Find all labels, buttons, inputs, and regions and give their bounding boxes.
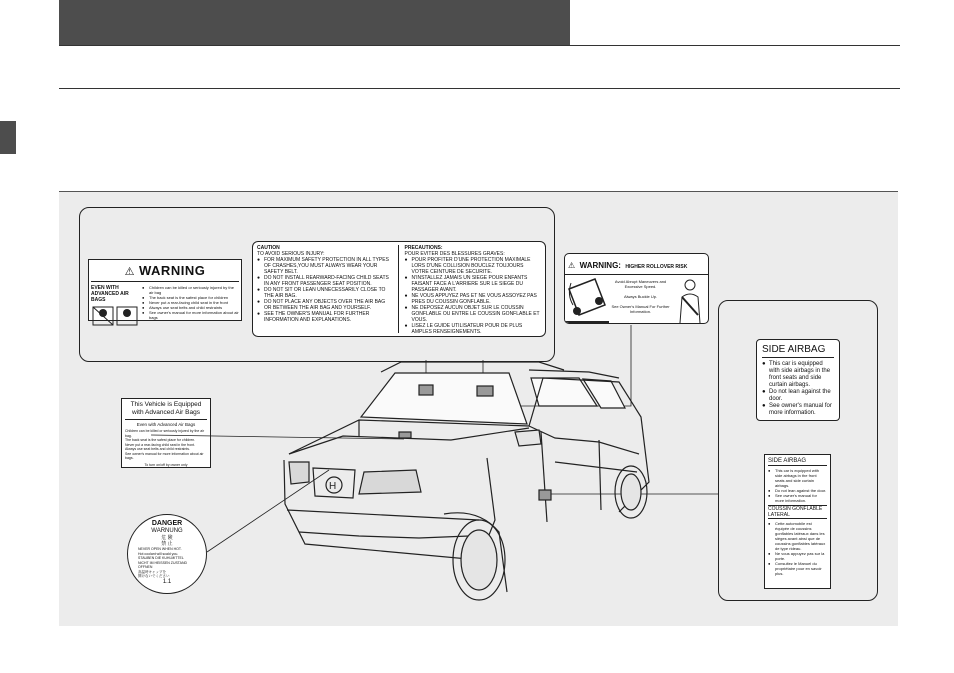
danger-jp-line: 開けないでください <box>138 574 170 578</box>
side-airbag-line: ● This car is equipped with side airbags in the front seats and side curtain airbags. <box>762 361 834 389</box>
side-airbag-small-title: SIDE AIRBAG <box>768 458 827 466</box>
danger-footer: 1.1 <box>162 578 172 585</box>
label-locations-figure <box>59 191 898 626</box>
side-airbag-label <box>756 339 840 421</box>
danger-kanji: 危 険 <box>161 535 173 541</box>
side-airbag-line: ● Do not lean against the door. <box>762 389 834 403</box>
caution-line: ● DO NOT SIT OR LEAN UNNECESSARILY CLOSE TO THE AIR BAG. <box>257 287 394 299</box>
sunvisor-line: The back seat is the safest place for children. <box>125 438 196 442</box>
danger-line: Hot coolant will scald you. <box>138 551 179 556</box>
warning-line: ● See owner's manual for more information about air bags <box>142 310 239 320</box>
sunvisor-subtitle: Even with Advanced Air Bags <box>136 422 196 427</box>
danger-title: DANGER <box>151 520 183 527</box>
sunvisor-line: See owner's manual for more information about air bags. <box>125 451 204 460</box>
precautions-line: ● N'INSTALLEZ JAMAIS UN SIEGE POUR ENFANTS FAISANT FACE A L'ARRIERE SUR LE SIEGE DU PASSAGER AVANT. <box>405 275 542 293</box>
warning-subtitle: EVEN WITH ADVANCED AIR BAGS <box>91 285 129 303</box>
rollover-subtitle: HIGHER ROLLOVER RISK <box>625 264 688 270</box>
precautions-line: POUR EVITER DES BLESSURES GRAVES: <box>404 251 505 257</box>
header-bar <box>59 0 570 45</box>
sunvisor-airbag-label <box>121 398 211 468</box>
side-airbag-small-fr-line: ● Cette automobile est équipée de coussins gonflables latéraux dans les sièges avant ainsi que de coussins gonflables latéraux de type rideau. <box>768 521 827 551</box>
warning-triangle-icon: ⚠ <box>568 261 576 270</box>
danger-kanji: 禁 止 <box>161 541 173 547</box>
side-airbag-line: ● See owner's manual for more information. <box>762 403 834 417</box>
side-airbag-small-line: ● Do not lean against the door. <box>768 488 827 493</box>
warning-triangle-icon: ⚠ <box>124 266 135 278</box>
rollover-line: Always Buckle Up. <box>623 294 658 299</box>
sunvisor-footer: To turn on/off by owner only <box>144 462 188 467</box>
seatbelt-icon <box>672 275 708 324</box>
rollover-vehicle-icon <box>565 275 609 324</box>
caution-line: ● DO NOT INSTALL REARWARD-FACING CHILD SEATS IN ANY FRONT PASSENGER SEAT POSITION. <box>257 275 394 287</box>
precautions-line: ● LISEZ LE GUIDE UTILISATEUR POUR DE PLUS AMPLES RENSEIGNEMENTS. <box>405 323 542 335</box>
danger-subtitle: WARNUNG <box>151 528 183 534</box>
precautions-line: ● POUR PROFITER D'UNE PROTECTION MAXIMALE LORS D'UNE COLLISION BOUCLEZ TOUJOURS VOTRE CEINTURE DE SECURITE. <box>405 257 542 275</box>
dashboard-labels-panel <box>79 207 555 362</box>
caution-line: TO AVOID SERIOUS INJURY: <box>257 251 325 257</box>
airbag-warning-label <box>88 259 242 321</box>
side-airbag-title: SIDE AIRBAG <box>762 344 834 358</box>
danger-line: NEVER OPEN WHEN HOT. <box>138 547 182 551</box>
radiator-cap-danger-label <box>127 514 207 594</box>
rollover-title: WARNING: <box>579 261 621 270</box>
warning-line: ● Children can be killed or seriously injured by the air bag <box>142 285 239 295</box>
danger-jp-line: 高温時キャップを <box>138 569 166 574</box>
header-rule <box>59 45 900 46</box>
precautions-line: ● NE VOUS APPUYEZ PAS ET NE VOUS ASSOYEZ PAS PRES DU COUSSIN GONFLABLE. <box>405 293 542 305</box>
danger-line: NICHT IM HEISSEN ZUSTAND OFFNEN <box>138 560 188 569</box>
side-airbag-small-fr-line: ● Ne vous appuyez pas sur la porte. <box>768 551 827 561</box>
rollover-line: See Owner's Manual For Further Information. <box>611 304 670 314</box>
svg-text:H: H <box>329 481 337 492</box>
caution-line: ● FOR MAXIMUM SAFETY PROTECTION IN ALL TYPES OF CRASHES,YOU MUST ALWAYS WEAR YOUR SAFETY BELT. <box>257 257 394 275</box>
child-seat-icon <box>91 303 139 327</box>
section-rule <box>59 88 900 89</box>
sunvisor-line: Always use seat belts and child restraints. <box>125 447 190 451</box>
sunvisor-title: This Vehicle is Equipped with Advanced Air Bags <box>125 401 207 420</box>
side-airbag-label-bilingual <box>764 454 831 589</box>
danger-line: STAUBEN DIE KUHLMITTEL <box>138 556 184 560</box>
caution-title: CAUTION <box>257 245 280 251</box>
precautions-title: PRECAUTIONS: <box>404 245 443 251</box>
caution-label <box>252 241 546 337</box>
warning-line: ● The back seat is the safest place for children <box>142 295 239 300</box>
warning-title: WARNING <box>138 263 206 278</box>
sunvisor-line: Never put a rear-facing child seat in the front. <box>125 442 196 447</box>
caution-line: ● DO NOT PLACE ANY OBJECTS OVER THE AIR BAG OR BETWEEN THE AIR BAG AND YOURSELF. <box>257 299 394 311</box>
side-airbag-small-fr-title: COUSSIN GONFLABLE LATERAL <box>768 505 827 519</box>
caution-line: ● SEE THE OWNER'S MANUAL FOR FURTHER INFORMATION AND EXPLANATIONS. <box>257 311 394 323</box>
side-airbag-small-line: ● This car is equipped with side airbags in the front seats and side curtain airbags. <box>768 468 827 488</box>
rollover-warning-label <box>564 253 709 324</box>
side-airbag-small-line: ● See owner's manual for more information. <box>768 493 827 503</box>
side-airbag-labels-panel <box>718 300 878 601</box>
warning-line: ● Always use seat belts and child restraints <box>142 305 239 310</box>
chapter-tab <box>0 121 16 154</box>
sunvisor-line: Children can be killed or seriously injured by the air bag. <box>125 429 205 438</box>
warning-line: ● Never put a rear-facing child seat in the front <box>142 300 239 305</box>
side-airbag-small-fr-line: ● Consultez le Manuel du propriétaire pour en savoir plus. <box>768 561 827 576</box>
rollover-line: Avoid Abrupt Maneuvers and Excessive Speed. <box>614 279 667 289</box>
precautions-line: ● NE DEPOSEZ AUCUN OBJET SUR LE COUSSIN GONFLABLE OU ENTRE LE COUSSIN GONFLABLE ET VOUS. <box>405 305 542 323</box>
